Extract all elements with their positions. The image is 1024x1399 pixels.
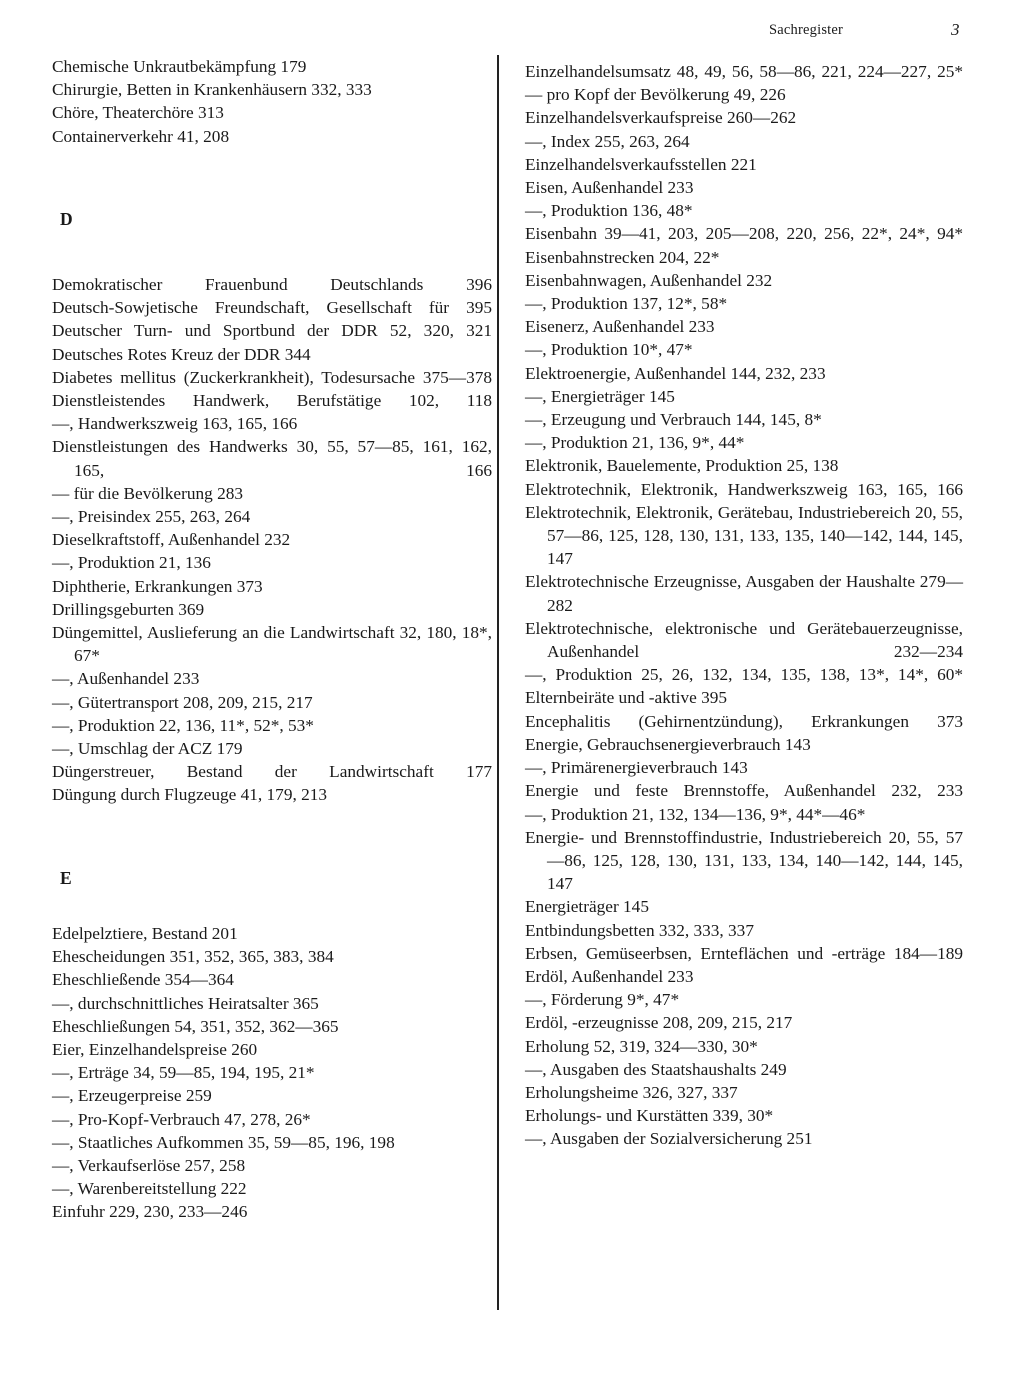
index-entry: Energie- und Brennstoffindustrie, Industriebereich 20, 55, 57—86, 125, 128, 130, 131, 133, 134, 140—142, 144, 145, 147 (525, 827, 963, 894)
index-entry: —, Staatliches Aufkommen 35, 59—85, 196, 198 (52, 1132, 395, 1152)
index-entry: —, Produktion 136, 48* (525, 201, 693, 221)
index-entry: —, Produktion 25, 26, 132, 134, 135, 138, 13*, 14*, 60* (525, 665, 963, 685)
index-entry: Eheschließende 354—364 (52, 970, 234, 990)
index-entry: —, durchschnittliches Heiratsalter 365 (52, 993, 319, 1013)
index-entry: Elektrotechnik, Elektronik, Gerätebau, Industriebereich 20, 55, 57—86, 125, 128, 130, 131, 133, 135, 140—142, 144, 145, 147 (525, 502, 963, 569)
index-entry: Energieträger 145 (525, 897, 649, 917)
index-entry: Diphtherie, Erkrankungen 373 (52, 576, 263, 596)
index-entry: Chirurgie, Betten in Krankenhäusern 332, 333 (52, 80, 372, 100)
index-entry: —, Ausgaben des Staatshaushalts 249 (525, 1059, 787, 1079)
index-entry: Erbsen, Gemüseerbsen, Ernteflächen und -erträge 184—189 (525, 943, 963, 963)
index-entry: Energie, Gebrauchsenergieverbrauch 143 (525, 734, 811, 754)
index-entry: Entbindungsbetten 332, 333, 337 (525, 920, 754, 940)
index-entry: Containerverkehr 41, 208 (52, 126, 230, 146)
page-number: 3 (951, 20, 960, 39)
index-entry: Energie und feste Brennstoffe, Außenhandel 232, 233 (525, 781, 963, 801)
index-entry: Einfuhr 229, 230, 233—246 (52, 1202, 248, 1222)
index-entry: —, Gütertransport 208, 209, 215, 217 (52, 692, 313, 712)
index-entry: —, Handwerkszweig 163, 165, 166 (52, 414, 298, 434)
index-entry: Elektrotechnik, Elektronik, Handwerkszweig 163, 165, 166 (525, 479, 963, 499)
index-entry: —, Förderung 9*, 47* (525, 990, 680, 1010)
index-entry: Erholungs- und Kurstätten 339, 30* (525, 1106, 774, 1126)
section-letter-d: D (60, 208, 73, 229)
index-entry: Dienstleistungen des Handwerks 30, 55, 57—85, 161, 162, 165, 166 (52, 437, 492, 480)
index-entry: —, Erzeugerpreise 259 (52, 1086, 212, 1106)
index-entry: —, Preisindex 255, 263, 264 (52, 507, 251, 527)
section-letter-e: E (60, 867, 72, 888)
index-entry: Deutsches Rotes Kreuz der DDR 344 (52, 344, 311, 364)
index-entry: —, Warenbereitstellung 222 (52, 1179, 247, 1199)
index-entry: Dienstleistendes Handwerk, Berufstätige 102, 118 (52, 391, 492, 411)
index-entry: — pro Kopf der Bevölkerung 49, 226 (525, 85, 786, 105)
index-entry: Elternbeiräte und -aktive 395 (525, 688, 728, 708)
index-entry: —, Produktion 22, 136, 11*, 52*, 53* (52, 715, 314, 735)
index-entry: Düngerstreuer, Bestand der Landwirtschaft 177 (52, 762, 492, 782)
index-entry: Diabetes mellitus (Zuckerkrankheit), Todesursache 375—378 (52, 367, 492, 387)
index-entry: Chemische Unkrautbekämpfung 179 (52, 57, 307, 76)
index-entry: Elektroenergie, Außenhandel 144, 232, 233 (525, 363, 826, 383)
index-entry: Eier, Einzelhandelspreise 260 (52, 1039, 258, 1059)
left-column (52, 55, 492, 1224)
index-entry: —, Ausgaben der Sozialversicherung 251 (525, 1129, 813, 1149)
index-entry: —, Produktion 137, 12*, 58* (525, 294, 728, 314)
index-entry: Encephalitis (Gehirnentzündung), Erkrankungen 373 (525, 711, 963, 731)
index-entry: Düngung durch Flugzeuge 41, 179, 213 (52, 785, 328, 805)
right-column (525, 60, 963, 1151)
index-entry: Eheschließungen 54, 351, 352, 362—365 (52, 1016, 339, 1036)
index-entry: —, Verkaufserlöse 257, 258 (52, 1155, 246, 1175)
index-entry: Edelpelztiere, Bestand 201 (52, 923, 238, 943)
index-entry: Erdöl, -erzeugnisse 208, 209, 215, 217 (525, 1013, 793, 1033)
index-entry: Deutscher Turn- und Sportbund der DDR 52, 320, 321 (52, 321, 492, 341)
index-entry: Ehescheidungen 351, 352, 365, 383, 384 (52, 947, 334, 967)
index-entry: Eisen, Außenhandel 233 (525, 178, 694, 198)
index-entry: Eisenerz, Außenhandel 233 (525, 317, 715, 337)
index-entry: Eisenbahnwagen, Außenhandel 232 (525, 270, 773, 290)
index-entry: —, Primärenergieverbrauch 143 (525, 758, 748, 778)
index-entry: Eisenbahnstrecken 204, 22* (525, 247, 720, 267)
index-entry: —, Produktion 10*, 47* (525, 340, 693, 360)
index-entry: Elektrotechnische Erzeugnisse, Ausgaben der Haushalte 279—282 (525, 572, 963, 615)
index-entry: Eisenbahn 39—41, 203, 205—208, 220, 256, 22*, 24*, 94* (525, 224, 963, 244)
index-entry: Drillingsgeburten 369 (52, 599, 205, 619)
index-entry: Erholungsheime 326, 327, 337 (525, 1082, 738, 1102)
running-header: Sachregister (769, 22, 844, 38)
index-entry: Erholung 52, 319, 324—330, 30* (525, 1036, 758, 1056)
index-entry: —, Umschlag der ACZ 179 (52, 739, 243, 759)
index-entry: —, Erzeugung und Verbrauch 144, 145, 8* (525, 410, 822, 430)
index-entry: Erdöl, Außenhandel 233 (525, 966, 694, 986)
index-entry: Chöre, Theaterchöre 313 (52, 103, 224, 123)
index-entry: Deutsch-Sowjetische Freundschaft, Gesellschaft für 395 (52, 298, 492, 318)
index-entry: —, Energieträger 145 (525, 386, 675, 406)
index-entry: —, Außenhandel 233 (52, 669, 200, 689)
index-entry: Demokratischer Frauenbund Deutschlands 396 (52, 275, 492, 295)
index-entry: Einzelhandelsumsatz 48, 49, 56, 58—86, 221, 224—227, 25* (525, 62, 963, 81)
index-entry: Düngemittel, Auslieferung an die Landwirtschaft 32, 180, 18*, 67* (52, 623, 492, 666)
index-entry: —, Produktion 21, 136 (52, 553, 211, 573)
index-entry: Elektronik, Bauelemente, Produktion 25, 138 (525, 456, 839, 476)
index-entry: Elektrotechnische, elektronische und Gerätebauerzeugnisse, Außenhandel 232—234 (525, 618, 963, 662)
index-entry: —, Produktion 21, 132, 134—136, 9*, 44*—46* (525, 804, 866, 824)
index-entry: Einzelhandelsverkaufsstellen 221 (525, 154, 757, 174)
index-entry: Dieselkraftstoff, Außenhandel 232 (52, 530, 291, 550)
index-entry: —, Produktion 21, 136, 9*, 44* (525, 433, 745, 453)
index-entry: —, Erträge 34, 59—85, 194, 195, 21* (52, 1063, 315, 1083)
column-divider (497, 55, 499, 1310)
index-entry: —, Pro-Kopf-Verbrauch 47, 278, 26* (52, 1109, 311, 1129)
index-entry: — für die Bevölkerung 283 (52, 483, 244, 503)
index-entry: —, Index 255, 263, 264 (525, 131, 690, 151)
index-entry: Einzelhandelsverkaufspreise 260—262 (525, 108, 797, 128)
